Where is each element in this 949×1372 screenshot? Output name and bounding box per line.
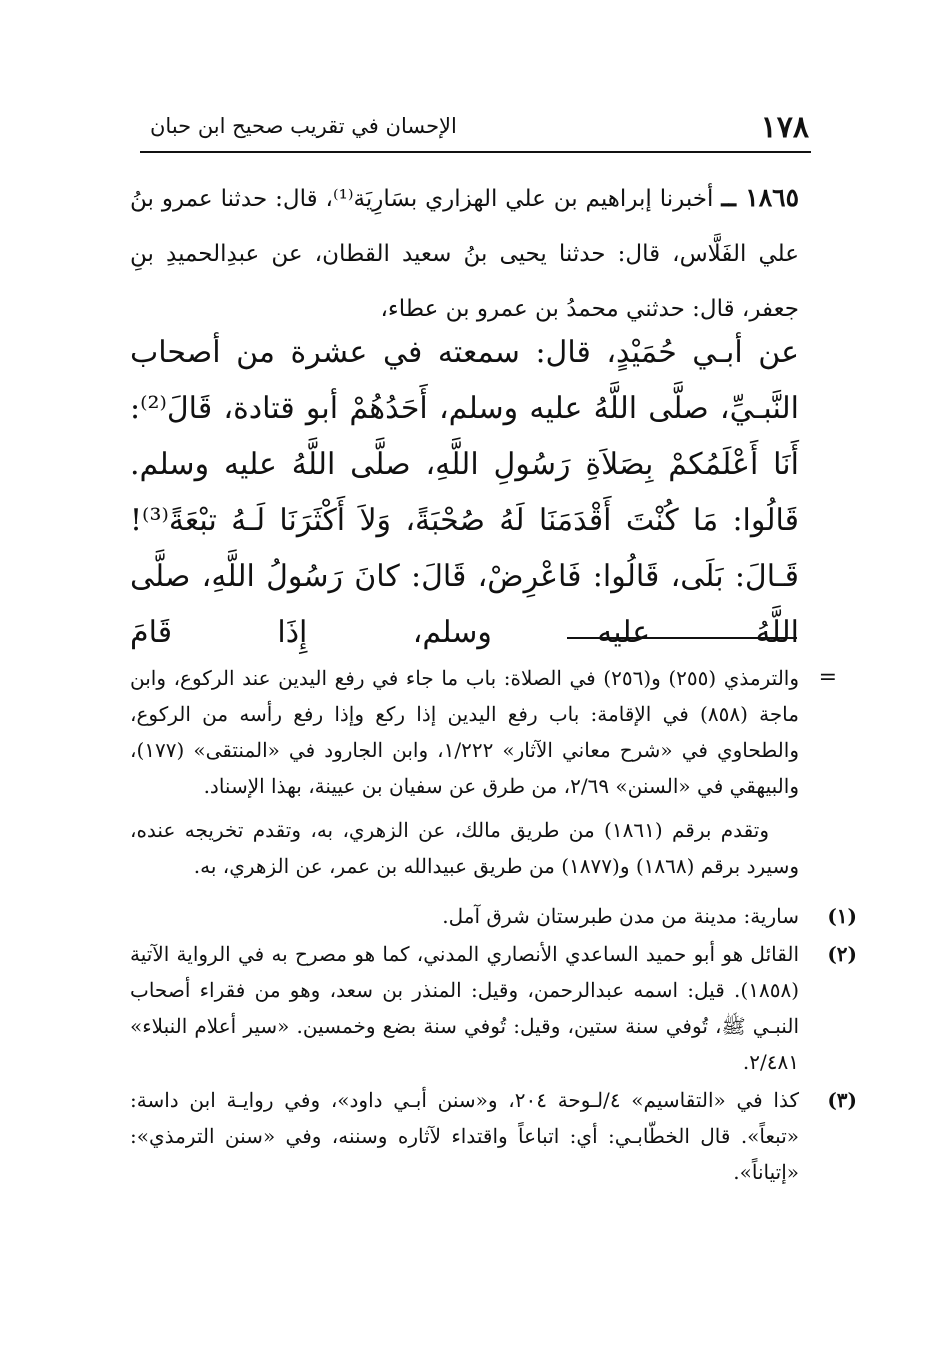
hadith-isnad (130, 170, 799, 337)
hadith-matn: عن أبـي حُمَيْدٍ، قال: سمعته في عشرة من أصحاب النَّبـيِّ، صلَّى اللَّهُ عليه وسلم، أَحَدُهُمْ أبو قتادة، قَالَ⁽²⁾: أَنَا أَعْلَمُكمْ بِصَلاَةِ رَسُولِ اللَّهِ، صلَّى اللَّهُ عليه وسلم. قَالُوا: مَا كُنْتَ أَقْدَمَنَا لَهُ صُحْبَةً، وَلاَ أَكْثَرَنَا لَـهُ تبْعَةً⁽³⁾! قَـالَ: بَلَى، قَالُوا: فَاعْرِضْ، قَالَ: كانَ رَسُولُ اللَّهِ، صلَّى اللَّهُ عليه وسلم، إِذَا قَامَ (130, 335, 800, 650)
footnote-text: كذا في «التقاسيم» ٤/لـوحة ٢٠٤، و«سنن أبـي داود»، وفي روايـة ابن داسة: «تبعاً». قال الخطّابـي: أي: اتباعاً واقتداء لآثاره وسننه، وفي «سنن الترمذي»: «إتياناً». (130, 1088, 800, 1184)
running-header (140, 96, 809, 152)
footnote-list (130, 898, 857, 1190)
book-title: الإحسان في تقريب صحيح ابن حبان (150, 114, 457, 138)
continuation-mark: = (818, 665, 837, 690)
page-number: ١٧٨ (760, 110, 809, 145)
hadith-number: ١٨٦٥ ــ (721, 183, 800, 212)
footnote-marker: (١) (827, 904, 857, 928)
footnote-text: القائل هو أبو حميد الساعدي الأنصاري المدني، كما هو مصرح به في الرواية الآتية (١٨٥٨). قيل: اسمه عبدالرحمن، وقيل: المنذر بن سعد، وهو من فقراء أصحاب النبـي ﷺ، تُوفي سنة ستين، وقيل: تُوفي سنة بضع وخمسين. «سير أعلام النبلاء» ٢/٤٨١. (130, 942, 799, 1074)
footnotes-section (130, 660, 857, 1192)
footnote-marker: (٣) (827, 1088, 857, 1112)
footnote-item (130, 898, 857, 934)
isnad-text: أخبرنا إبراهيم بن علي الهزاري بسَارِيَة⁽¹⁾، قال: حدثنا عمرو بنُ علي الفَلَّاس، قال: حدثنا يحيى بنُ سعيد القطان، عن عبدِالحميدِ بنِ جعفر، قال: حدثني محمدُ بن عمرو بن عطاء، (130, 186, 799, 322)
footnote-text: سارية: مدينة من مدن طبرستان شرق آمل. (442, 904, 799, 928)
footnote-divider (567, 637, 797, 639)
header-divider (140, 151, 811, 153)
continuation-paragraph: وتقدم برقم (١٨٦١) من طريق مالك، عن الزهري، به، وتقدم تخريجه عنده، وسيرد برقم (١٨٦٨) و(١٨٧٧) من طريق عبيدالله بن عمر، عن الزهري، به. (130, 818, 799, 878)
footnote-item (130, 1082, 857, 1190)
continuation-text: والترمذي (٢٥٥) و(٢٥٦) في الصلاة: باب ما جاء في رفع اليدين عند الركوع، وابن ماجة (٨٥٨) في الإقامة: باب رفع اليدين إذا ركع وإذا رفع رأسه من الركوع، والطحاوي في «شرح معاني الآثار» ١/٢٢٢، وابن الجارود في «المنتقى» (١٧٧)، والبيهقي في «السنن» ٢/٦٩، من طرق عن سفيان بن عيينة، بهذا الإسناد. (130, 666, 800, 798)
footnote-item (130, 936, 857, 1080)
footnote-marker: (٢) (827, 942, 857, 966)
footnote-continuation (130, 660, 837, 804)
